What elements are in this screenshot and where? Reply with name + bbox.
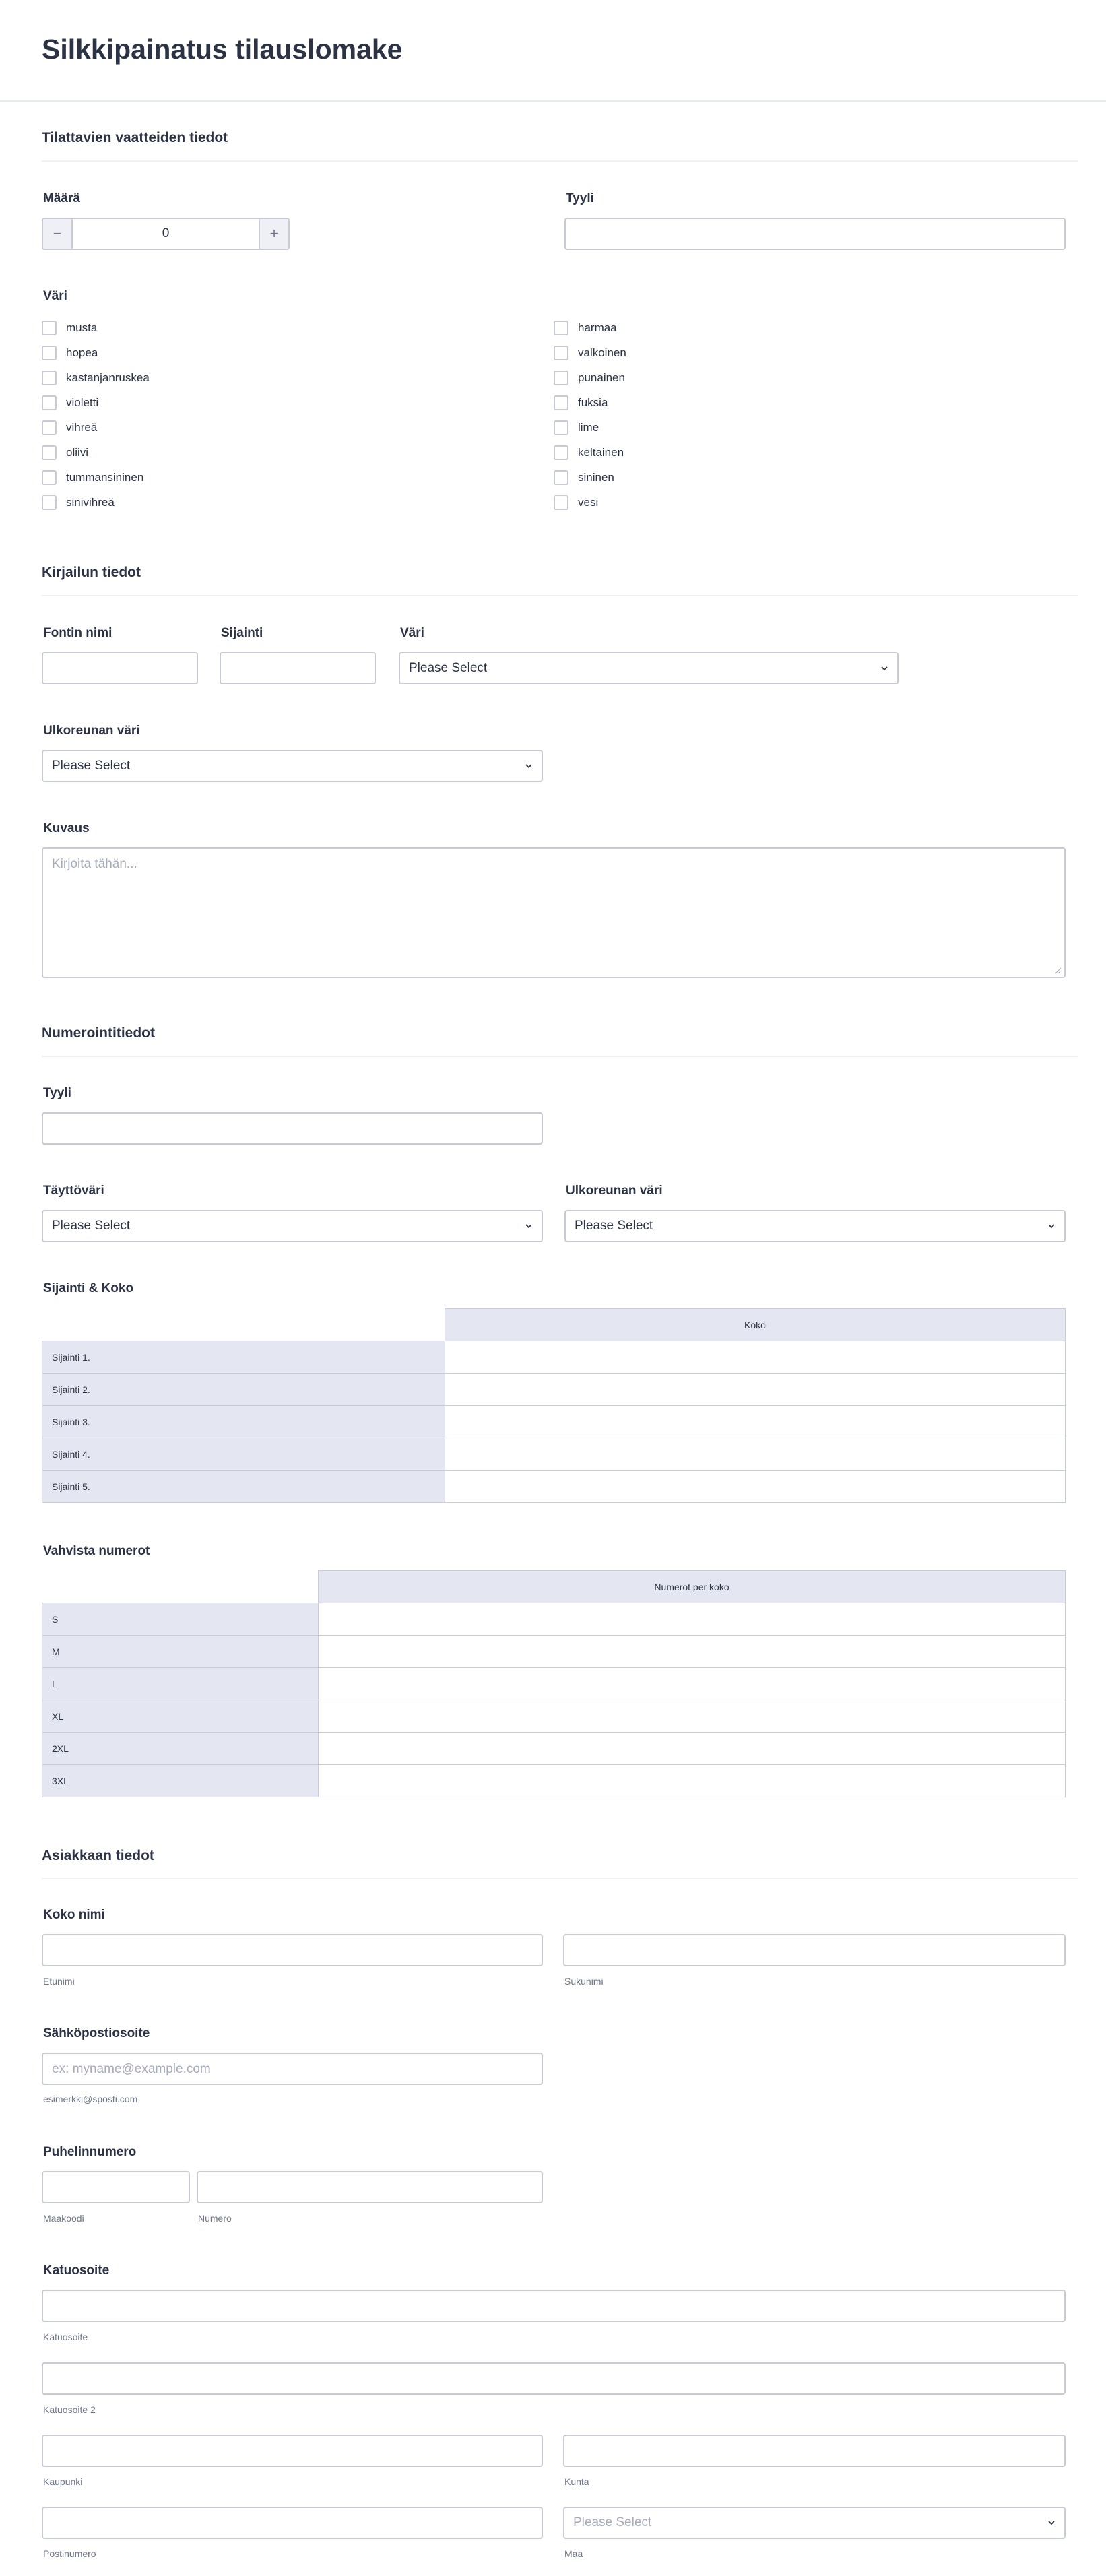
quantity-stepper[interactable] — [42, 218, 290, 250]
section-divider — [42, 1878, 1078, 1879]
confirm-numbers-label: Vahvista numerot — [43, 1544, 150, 1558]
minus-icon[interactable]: − — [43, 219, 71, 249]
checkbox-label: sinivihreä — [66, 495, 115, 509]
checkbox[interactable] — [42, 495, 57, 510]
position-input[interactable] — [220, 652, 376, 684]
postal-code-input[interactable] — [42, 2507, 543, 2539]
chevron-down-icon — [525, 1222, 533, 1230]
font-name-input[interactable] — [42, 652, 198, 684]
phone-number-sublabel: Numero — [198, 2213, 232, 2224]
checkbox-option[interactable] — [42, 315, 419, 340]
checkbox[interactable] — [42, 395, 57, 410]
phone-number-input[interactable] — [197, 2171, 543, 2203]
street2-input[interactable] — [42, 2362, 1066, 2395]
matrix-corner — [42, 1571, 319, 1603]
email-input[interactable] — [42, 2053, 543, 2085]
first-name-input[interactable] — [42, 1934, 543, 1966]
area-code-input[interactable] — [42, 2171, 190, 2203]
color-label: Väri — [43, 289, 67, 303]
checkbox-option[interactable] — [554, 315, 931, 340]
matrix-column-header: Numerot per koko — [319, 1571, 1066, 1603]
country-sublabel: Maa — [564, 2548, 583, 2559]
plus-icon[interactable]: + — [260, 219, 288, 249]
checkbox-label: punainen — [578, 371, 625, 384]
matrix-cell-input[interactable] — [445, 1341, 1066, 1374]
chevron-down-icon — [880, 664, 888, 672]
street-sublabel: Katuosoite — [43, 2331, 88, 2342]
header-divider — [0, 100, 1106, 102]
color-options-right — [554, 315, 931, 515]
garment-style-input[interactable] — [564, 218, 1066, 250]
lettering-color-label: Väri — [400, 626, 424, 640]
email-placeholder: ex: myname@example.com — [52, 2062, 211, 2076]
matrix-row-header: 3XL — [42, 1765, 319, 1797]
checkbox[interactable] — [554, 420, 568, 435]
select-value: Please Select — [52, 759, 131, 773]
postal-code-sublabel: Postinumero — [43, 2548, 96, 2559]
email-sublabel: esimerkki@sposti.com — [43, 2094, 138, 2104]
checkbox[interactable] — [42, 445, 57, 460]
checkbox-label: violetti — [66, 395, 99, 409]
section-title-numbering: Numerointitiedot — [42, 1025, 155, 1041]
matrix-cell-input[interactable] — [319, 1733, 1066, 1765]
checkbox-label: vesi — [578, 495, 599, 509]
section-divider — [42, 595, 1078, 596]
checkbox-label: musta — [66, 321, 98, 334]
checkbox-option[interactable] — [554, 340, 931, 365]
checkbox-option[interactable] — [42, 465, 419, 490]
font-name-label: Fontin nimi — [43, 626, 112, 640]
outline-color-select[interactable] — [42, 750, 543, 782]
section-divider — [42, 160, 1078, 162]
checkbox[interactable] — [554, 445, 568, 460]
city-input[interactable] — [42, 2435, 543, 2467]
street-input[interactable] — [42, 2290, 1066, 2322]
textarea-placeholder: Kirjoita tähän... — [52, 857, 137, 871]
checkbox-label: hopea — [66, 346, 98, 359]
phone-label: Puhelinnumero — [43, 2145, 137, 2159]
checkbox[interactable] — [554, 495, 568, 510]
checkbox[interactable] — [42, 346, 57, 360]
confirm-numbers-matrix — [42, 1570, 1066, 1797]
page-title: Silkkipainatus tilauslomake — [42, 34, 403, 65]
checkbox-label: oliivi — [66, 445, 89, 459]
numbering-outline-select[interactable] — [564, 1210, 1066, 1242]
section-title-garments: Tilattavien vaatteiden tiedot — [42, 130, 228, 146]
last-name-input[interactable] — [563, 1934, 1066, 1966]
matrix-row-header: S — [42, 1603, 319, 1636]
section-divider — [42, 1056, 1078, 1057]
checkbox[interactable] — [554, 346, 568, 360]
color-options-left — [42, 315, 419, 515]
municipality-sublabel: Kunta — [564, 2476, 589, 2487]
description-textarea[interactable] — [42, 847, 1066, 978]
checkbox[interactable] — [554, 470, 568, 485]
checkbox-option[interactable] — [42, 365, 419, 390]
matrix-column-header: Koko — [445, 1309, 1066, 1341]
numbering-style-label: Tyyli — [43, 1086, 71, 1100]
address-label: Katuosoite — [43, 2263, 110, 2278]
checkbox[interactable] — [554, 371, 568, 385]
checkbox-label: tummansininen — [66, 470, 144, 484]
select-value: Please Select — [409, 661, 488, 675]
matrix-row-header: Sijainti 1. — [42, 1341, 445, 1374]
checkbox-option[interactable] — [554, 490, 931, 515]
checkbox-option[interactable] — [554, 365, 931, 390]
checkbox-label: vihreä — [66, 420, 98, 434]
matrix-row-header: 2XL — [42, 1733, 319, 1765]
city-sublabel: Kaupunki — [43, 2476, 83, 2487]
matrix-row-header: Sijainti 5. — [42, 1471, 445, 1503]
checkbox-label: sininen — [578, 470, 614, 484]
chevron-down-icon — [525, 762, 533, 770]
checkbox[interactable] — [42, 371, 57, 385]
select-value: Please Select — [575, 1219, 653, 1233]
checkbox-label: valkoinen — [578, 346, 626, 359]
chevron-down-icon — [1047, 1222, 1055, 1230]
matrix-row-header: M — [42, 1636, 319, 1668]
matrix-row-header: Sijainti 2. — [42, 1374, 445, 1406]
description-label: Kuvaus — [43, 821, 90, 835]
checkbox-option[interactable] — [554, 465, 931, 490]
municipality-input[interactable] — [563, 2435, 1066, 2467]
matrix-cell-input[interactable] — [445, 1471, 1066, 1503]
numbering-style-input[interactable] — [42, 1112, 543, 1145]
matrix-cell-input[interactable] — [319, 1668, 1066, 1700]
section-title-lettering: Kirjailun tiedot — [42, 565, 141, 580]
matrix-row-header: Sijainti 3. — [42, 1406, 445, 1438]
full-name-label: Koko nimi — [43, 1908, 105, 1922]
lettering-color-select[interactable] — [399, 652, 899, 684]
matrix-cell-input[interactable] — [445, 1438, 1066, 1471]
checkbox-label: harmaa — [578, 321, 617, 334]
section-title-customer: Asiakkaan tiedot — [42, 1848, 154, 1863]
checkbox-option[interactable] — [554, 390, 931, 415]
select-value: Please Select — [52, 1219, 131, 1233]
checkbox[interactable] — [42, 470, 57, 485]
matrix-corner — [42, 1309, 445, 1341]
matrix-cell-input[interactable] — [319, 1765, 1066, 1797]
fill-color-select[interactable] — [42, 1210, 543, 1242]
street2-sublabel: Katuosoite 2 — [43, 2404, 96, 2415]
placement-size-label: Sijainti & Koko — [43, 1281, 134, 1295]
checkbox[interactable] — [554, 395, 568, 410]
matrix-row-header: L — [42, 1668, 319, 1700]
outline-color-label: Ulkoreunan väri — [43, 723, 140, 738]
matrix-cell-input[interactable] — [319, 1700, 1066, 1733]
matrix-cell-input[interactable] — [319, 1636, 1066, 1668]
checkbox-option[interactable] — [42, 415, 419, 440]
checkbox-option[interactable] — [42, 440, 419, 465]
country-select[interactable] — [563, 2507, 1066, 2539]
quantity-value[interactable]: 0 — [71, 219, 260, 249]
matrix-row-header: Sijainti 4. — [42, 1438, 445, 1471]
chevron-down-icon — [1047, 2519, 1055, 2527]
checkbox-label: fuksia — [578, 395, 608, 409]
select-value: Please Select — [573, 2515, 652, 2530]
position-label: Sijainti — [221, 626, 263, 640]
checkbox-option[interactable] — [42, 390, 419, 415]
placement-size-matrix — [42, 1308, 1066, 1503]
email-label: Sähköpostiosoite — [43, 2026, 150, 2040]
resize-handle-icon[interactable] — [1053, 966, 1062, 974]
matrix-cell-input[interactable] — [319, 1603, 1066, 1636]
checkbox-label: lime — [578, 420, 599, 434]
checkbox-option[interactable] — [554, 440, 931, 465]
checkbox-option[interactable] — [42, 340, 419, 365]
first-name-sublabel: Etunimi — [43, 1976, 75, 1987]
checkbox-label: kastanjanruskea — [66, 371, 150, 384]
checkbox-label: keltainen — [578, 445, 624, 459]
area-code-sublabel: Maakoodi — [43, 2213, 84, 2224]
quantity-label: Määrä — [43, 191, 80, 205]
style-label: Tyyli — [566, 191, 594, 205]
last-name-sublabel: Sukunimi — [564, 1976, 604, 1987]
checkbox[interactable] — [42, 321, 57, 335]
matrix-cell-input[interactable] — [445, 1374, 1066, 1406]
matrix-row-header: XL — [42, 1700, 319, 1733]
numbering-outline-label: Ulkoreunan väri — [566, 1184, 663, 1198]
checkbox[interactable] — [554, 321, 568, 335]
checkbox-option[interactable] — [42, 490, 419, 515]
matrix-cell-input[interactable] — [445, 1406, 1066, 1438]
checkbox[interactable] — [42, 420, 57, 435]
checkbox-option[interactable] — [554, 415, 931, 440]
fill-color-label: Täyttöväri — [43, 1184, 104, 1198]
